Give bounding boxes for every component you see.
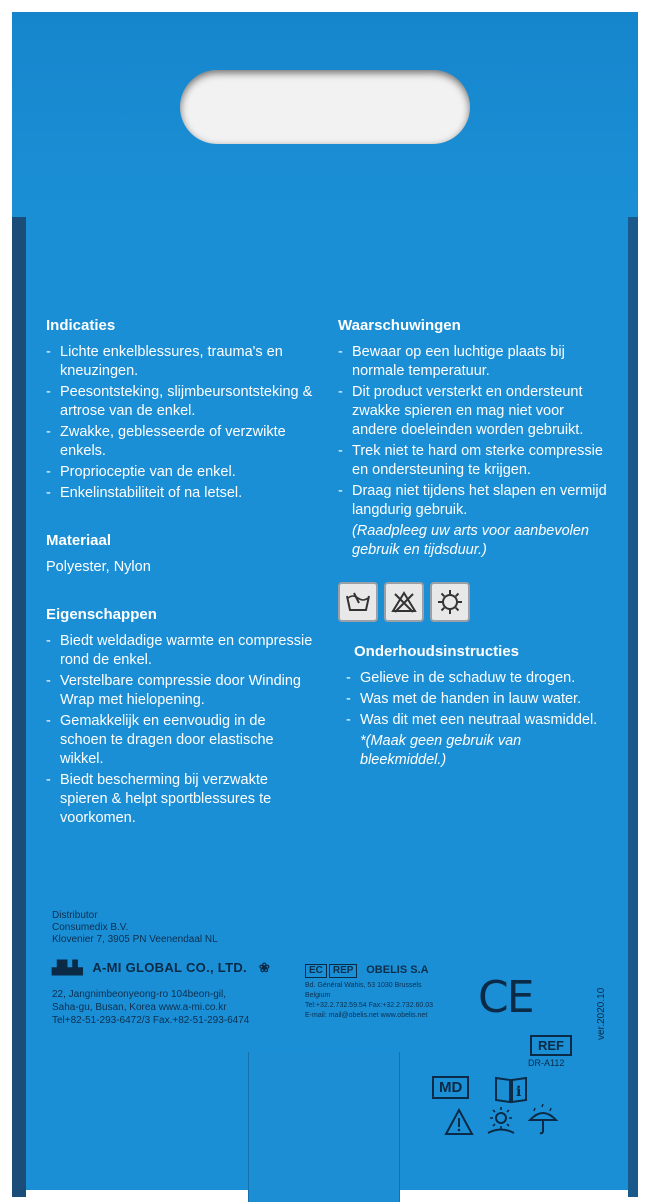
left-column (46, 316, 316, 856)
list-item: - Was met de handen in lauw water. (346, 690, 608, 709)
eigenschappen-list (46, 632, 316, 828)
distributor-block (52, 910, 218, 946)
eigenschappen-title: Eigenschappen (46, 606, 157, 623)
onderhoud-section (338, 642, 608, 770)
ec-rep-phone: Tel:+32.2.732.59.54 Fax:+32.2.732.60.03 (305, 1002, 434, 1009)
ref-code: DR-A112 (528, 1058, 565, 1068)
materiaal-title: Materiaal (46, 532, 112, 549)
waarschuwingen-title: Waarschuwingen (338, 317, 461, 334)
care-icons (338, 582, 608, 622)
list-item: - Verstelbare compressie door Winding Wrap met hielopening. (46, 672, 316, 710)
amig-logo-icon: ❀ (258, 960, 271, 975)
ce-mark: CE (478, 972, 533, 1023)
onderhoud-note: *(Maak geen gebruik van bleekmiddel.) (360, 733, 522, 768)
no-bleach-icon (384, 582, 424, 622)
manufacturer-address-line: Saha-gu, Busan, Korea www.a-mi.co.kr (52, 1002, 227, 1013)
caution-icon (444, 1108, 474, 1143)
ref-label: REF (530, 1035, 572, 1056)
ec-rep-name: OBELIS S.A (366, 964, 429, 976)
materiaal-text: Polyester, Nylon (46, 559, 151, 575)
hand-wash-icon (338, 582, 378, 622)
list-item: - Was dit met een neutraal wasmiddel. (346, 711, 608, 730)
manufacturer-phone: Tel+82-51-293-6472/3 Fax.+82-51-293-6474 (52, 1015, 250, 1026)
onderhoud-title: Onderhoudsinstructies (354, 643, 520, 660)
package-bottom-panel (248, 1052, 400, 1202)
ec-rep-block (305, 964, 433, 1021)
list-item: - Proprioceptie van de enkel. (46, 463, 316, 482)
manufacturer-name: A-MI GLOBAL CO., LTD. (92, 960, 247, 975)
list-item: - Lichte enkelblessures, trauma's en kneuzingen. (46, 343, 316, 381)
right-column (338, 316, 608, 770)
indicaties-title: Indicaties (46, 317, 116, 334)
manufacturer-name-row (52, 962, 270, 974)
list-item: - Biedt bescherming bij verzwakte spieren & helpt sportblessures te voorkomen. (46, 771, 316, 828)
list-item: - Biedt weldadige warmte en compressie rond de enkel. (46, 632, 316, 670)
waarschuwingen-section (338, 316, 608, 560)
list-item: - Zwakke, geblesseerde of verzwikte enkels. (46, 423, 316, 461)
ec-rep-address: Bd. Général Wahis, 53 1030 Brussels (305, 982, 422, 989)
waarschuwingen-list (338, 343, 608, 520)
package-side-right (628, 217, 638, 1197)
ec-rep-address: Belgium (305, 992, 331, 999)
package-side-left (12, 217, 26, 1197)
rep-label: REP (329, 964, 358, 978)
version-label: ver.2020.10 (596, 987, 607, 1040)
svg-text:i: i (516, 1084, 522, 1100)
hang-hole (180, 70, 470, 144)
factory-icon: ▟▙▙ (52, 960, 83, 975)
distributor-name: Consumedix B.V. (52, 922, 129, 933)
list-item: - Draag niet tijdens het slapen en vermijd langdurig gebruik. (338, 482, 608, 520)
list-item: - Peesontsteking, slijmbeursontsteking & artrose van de enkel. (46, 383, 316, 421)
indicaties-list (46, 343, 316, 503)
keep-from-sunlight-icon (484, 1106, 518, 1143)
ec-rep-email: E-mail: mail@obelis.net www.obelis.net (305, 1012, 428, 1019)
md-label: MD (432, 1076, 469, 1099)
no-dryer-icon (430, 582, 470, 622)
list-item: - Gelieve in de schaduw te drogen. (346, 669, 608, 688)
manufacturer-address-line: 22, Jangnimbeonyeong-ro 104beon-gil, (52, 989, 227, 1000)
list-item: - Trek niet te hard om sterke compressie en ondersteuning te krijgen. (338, 442, 608, 480)
waarschuwingen-note: (Raadpleeg uw arts voor aanbevolen gebruik en tijdsduur.) (352, 523, 589, 558)
manufacturer-address (52, 988, 249, 1027)
onderhoud-list (338, 669, 608, 730)
materiaal-section (46, 531, 316, 577)
list-item: - Bewaar op een luchtige plaats bij normale temperatuur. (338, 343, 608, 381)
eigenschappen-section (46, 605, 316, 828)
ec-rep-header (305, 964, 433, 978)
distributor-address: Klovenier 7, 3905 PN Veenendaal NL (52, 934, 218, 945)
indicaties-section (46, 316, 316, 503)
list-item: - Gemakkelijk en eenvoudig in de schoen te dragen door elastische wikkel. (46, 712, 316, 769)
keep-dry-icon (526, 1104, 560, 1143)
distributor-label: Distributor (52, 910, 98, 921)
list-item: - Enkelinstabiliteit of na letsel. (46, 484, 316, 503)
list-item: - Dit product versterkt en ondersteunt zwakke spieren en mag niet voor andere doeleinden worden gebruikt. (338, 383, 608, 440)
ec-label: EC (305, 964, 327, 978)
